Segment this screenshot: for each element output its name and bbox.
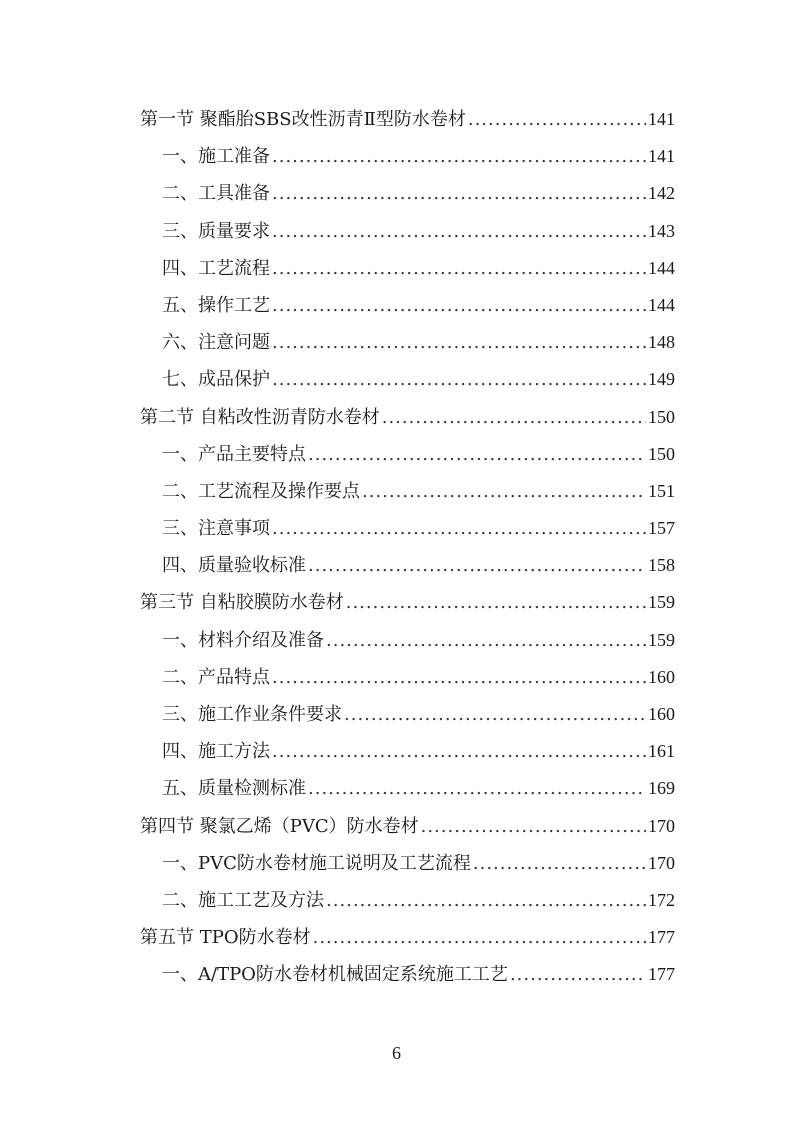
toc-subsection-entry[interactable] — [140, 547, 675, 584]
toc-entry-title: 第二节 自粘改性沥青防水卷材 — [140, 406, 380, 428]
toc-subsection-entry[interactable] — [140, 324, 675, 361]
toc-subsection-entry[interactable] — [140, 696, 675, 733]
toc-entry-title: 一、施工准备 — [162, 146, 270, 168]
toc-entry-title: 第一节 聚酯胎SBS改性沥青Ⅱ型防水卷材 — [140, 109, 466, 130]
toc-dot-leader — [510, 956, 646, 993]
toc-dot-leader — [272, 324, 646, 361]
toc-dot-leader — [421, 808, 646, 845]
toc-dot-leader — [313, 919, 646, 956]
toc-subsection-entry[interactable] — [140, 882, 675, 919]
toc-entry-page-number: 150 — [648, 406, 675, 427]
toc-subsection-entry[interactable] — [140, 733, 675, 770]
toc-subsection-entry[interactable] — [140, 361, 675, 398]
toc-entry-page-number: 159 — [648, 592, 675, 613]
toc-entry-title: 第五节 TPO防水卷材 — [140, 927, 311, 949]
toc-entry-title: 第三节 自粘胶膜防水卷材 — [140, 592, 344, 614]
toc-entry-page-number: 161 — [648, 741, 675, 762]
toc-dot-leader — [326, 882, 646, 919]
toc-dot-leader — [382, 399, 646, 436]
toc-subsection-entry[interactable] — [140, 287, 675, 324]
toc-dot-leader — [272, 733, 646, 770]
table-of-contents — [140, 101, 675, 994]
toc-dot-leader — [344, 696, 646, 733]
toc-dot-leader — [272, 287, 646, 324]
toc-section-entry[interactable] — [140, 584, 675, 621]
toc-entry-title: 四、施工方法 — [162, 741, 270, 763]
toc-entry-title: 三、质量要求 — [162, 220, 270, 242]
toc-dot-leader — [272, 175, 646, 212]
toc-subsection-entry[interactable] — [140, 436, 675, 473]
toc-entry-page-number: 170 — [648, 815, 675, 836]
toc-entry-page-number: 144 — [648, 257, 675, 278]
toc-dot-leader — [272, 138, 646, 175]
toc-entry-title: 一、材料介绍及准备 — [162, 629, 324, 651]
toc-entry-title: 一、A/TPO防水卷材机械固定系统施工工艺 — [162, 964, 508, 986]
toc-dot-leader — [326, 622, 646, 659]
toc-dot-leader — [308, 547, 646, 584]
toc-entry-title: 第四节 聚氯乙烯（PVC）防水卷材 — [140, 815, 419, 837]
toc-entry-page-number: 160 — [648, 704, 675, 724]
toc-subsection-entry[interactable] — [140, 175, 675, 212]
toc-dot-leader — [272, 510, 646, 547]
toc-dot-leader — [468, 101, 646, 138]
toc-subsection-entry[interactable] — [140, 659, 675, 696]
toc-entry-page-number: 150 — [648, 443, 675, 464]
toc-subsection-entry[interactable] — [140, 845, 675, 882]
toc-dot-leader — [272, 213, 646, 250]
toc-entry-page-number: 141 — [648, 109, 675, 129]
toc-entry-title: 四、工艺流程 — [162, 257, 270, 279]
toc-subsection-entry[interactable] — [140, 622, 675, 659]
toc-subsection-entry[interactable] — [140, 138, 675, 175]
toc-entry-page-number: 151 — [648, 480, 675, 501]
toc-dot-leader — [308, 770, 646, 807]
toc-section-entry[interactable] — [140, 808, 675, 845]
page-number: 6 — [392, 1043, 401, 1063]
toc-dot-leader — [272, 659, 646, 696]
toc-dot-leader — [272, 361, 646, 398]
toc-entry-title: 一、PVC防水卷材施工说明及工艺流程 — [162, 852, 471, 874]
toc-entry-page-number: 157 — [648, 518, 675, 539]
toc-entry-page-number: 159 — [648, 629, 675, 650]
toc-entry-page-number: 160 — [648, 666, 675, 687]
toc-entry-title: 七、成品保护 — [162, 369, 270, 391]
toc-dot-leader — [362, 473, 646, 510]
toc-entry-title: 三、注意事项 — [162, 518, 270, 540]
toc-entry-page-number: 142 — [648, 183, 675, 204]
toc-subsection-entry[interactable] — [140, 770, 675, 807]
toc-subsection-entry[interactable] — [140, 510, 675, 547]
toc-entry-title: 五、操作工艺 — [162, 294, 270, 316]
toc-entry-page-number: 148 — [648, 332, 675, 353]
toc-entry-page-number: 141 — [648, 146, 675, 167]
toc-dot-leader — [473, 845, 646, 882]
toc-entry-page-number: 144 — [648, 294, 675, 315]
toc-entry-page-number: 177 — [648, 927, 675, 948]
toc-entry-page-number: 149 — [648, 369, 675, 390]
toc-subsection-entry[interactable] — [140, 473, 675, 510]
toc-entry-page-number: 143 — [648, 220, 675, 241]
toc-entry-page-number: 169 — [648, 778, 675, 799]
toc-section-entry[interactable] — [140, 399, 675, 436]
toc-entry-title: 二、工具准备 — [162, 183, 270, 205]
toc-entry-title: 四、质量验收标准 — [162, 555, 306, 577]
toc-entry-title: 五、质量检测标准 — [162, 778, 306, 800]
toc-entry-page-number: 177 — [648, 964, 675, 985]
toc-entry-page-number: 172 — [648, 889, 675, 910]
toc-entry-title: 三、施工作业条件要求 — [162, 704, 342, 725]
toc-section-entry[interactable] — [140, 101, 675, 138]
toc-entry-title: 六、注意问题 — [162, 332, 270, 354]
toc-subsection-entry[interactable] — [140, 213, 675, 250]
toc-dot-leader — [272, 250, 646, 287]
toc-entry-title: 一、产品主要特点 — [162, 443, 306, 465]
toc-section-entry[interactable] — [140, 919, 675, 956]
toc-entry-page-number: 170 — [648, 852, 675, 873]
toc-entry-title: 二、产品特点 — [162, 666, 270, 688]
toc-dot-leader — [346, 584, 646, 621]
toc-entry-page-number: 158 — [648, 555, 675, 576]
toc-subsection-entry[interactable] — [140, 956, 675, 993]
toc-subsection-entry[interactable] — [140, 250, 675, 287]
toc-dot-leader — [308, 436, 646, 473]
toc-entry-title: 二、施工工艺及方法 — [162, 889, 324, 911]
toc-entry-title: 二、工艺流程及操作要点 — [162, 480, 360, 502]
